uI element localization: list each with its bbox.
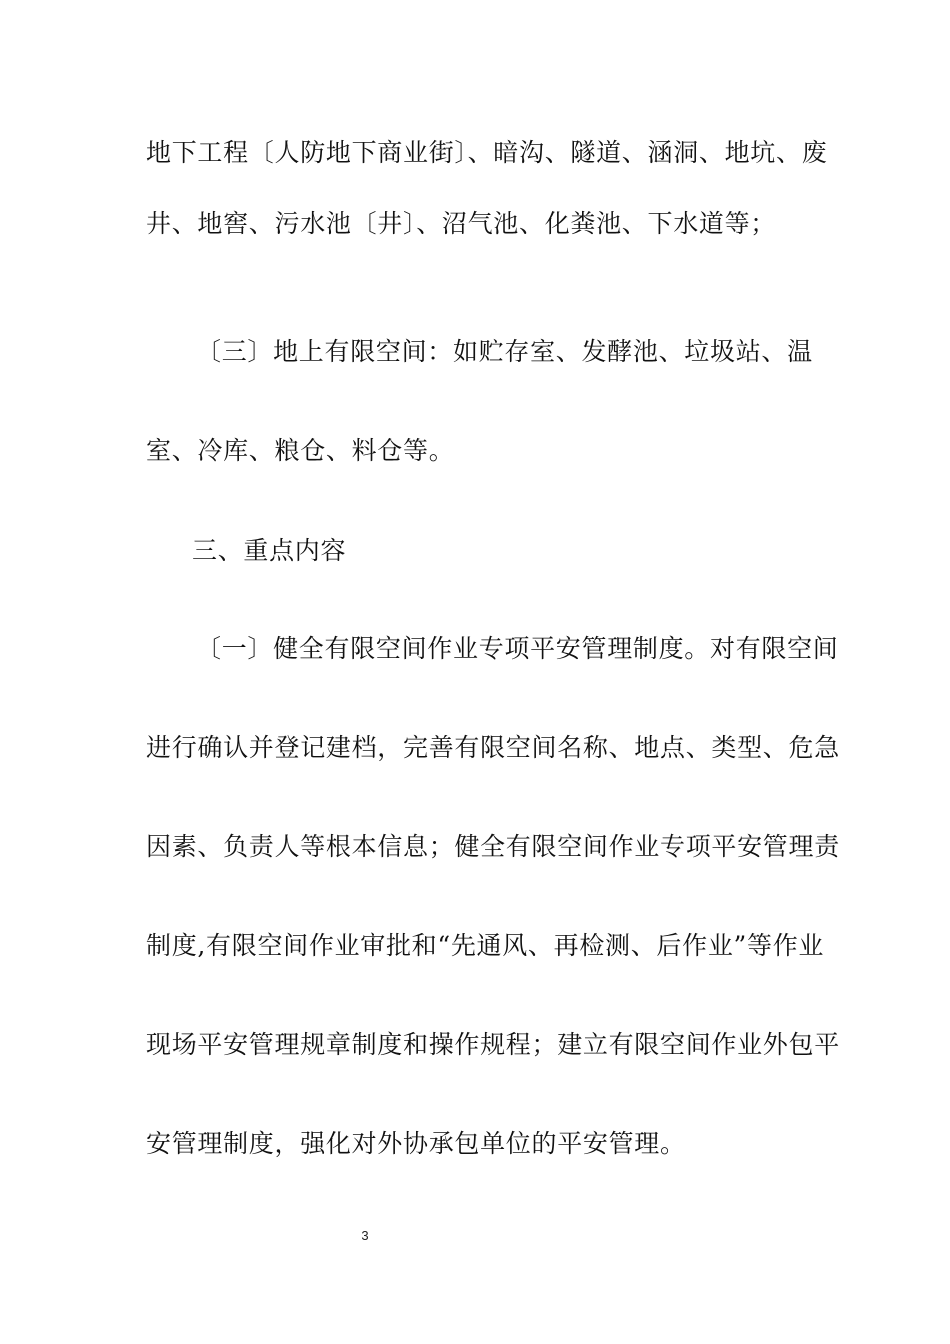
paragraph-line: 室、冷库、粮仓、料仓等。: [146, 436, 455, 465]
paragraph-line: 〔一〕健全有限空间作业专项平安管理制度。对有限空间: [196, 634, 839, 663]
paragraph-line: 地下工程〔人防地下商业街〕、暗沟、隧道、涵洞、地坑、废: [146, 138, 828, 167]
paragraph-line: 安管理制度，强化对外协承包单位的平安管理。: [146, 1129, 686, 1158]
paragraph-line: 进行确认并登记建档，完善有限空间名称、地点、类型、危急: [146, 733, 840, 762]
paragraph-line: 井、地窖、污水池〔井〕、沼气池、化粪池、下水道等；: [146, 209, 777, 238]
paragraph-line: 现场平安管理规章制度和操作规程；建立有限空间作业外包平: [146, 1030, 840, 1059]
paragraph-line: 制度,有限空间作业审批和“先通风、再检测、后作业”等作业: [146, 931, 825, 960]
section-heading: 三、重点内容: [192, 536, 347, 565]
paragraph-line: 〔三〕地上有限空间：如贮存室、发酵池、垃圾站、温: [196, 337, 813, 366]
page-number: 3: [361, 1228, 369, 1243]
paragraph-line: 因素、负责人等根本信息；健全有限空间作业专项平安管理责: [146, 832, 840, 861]
